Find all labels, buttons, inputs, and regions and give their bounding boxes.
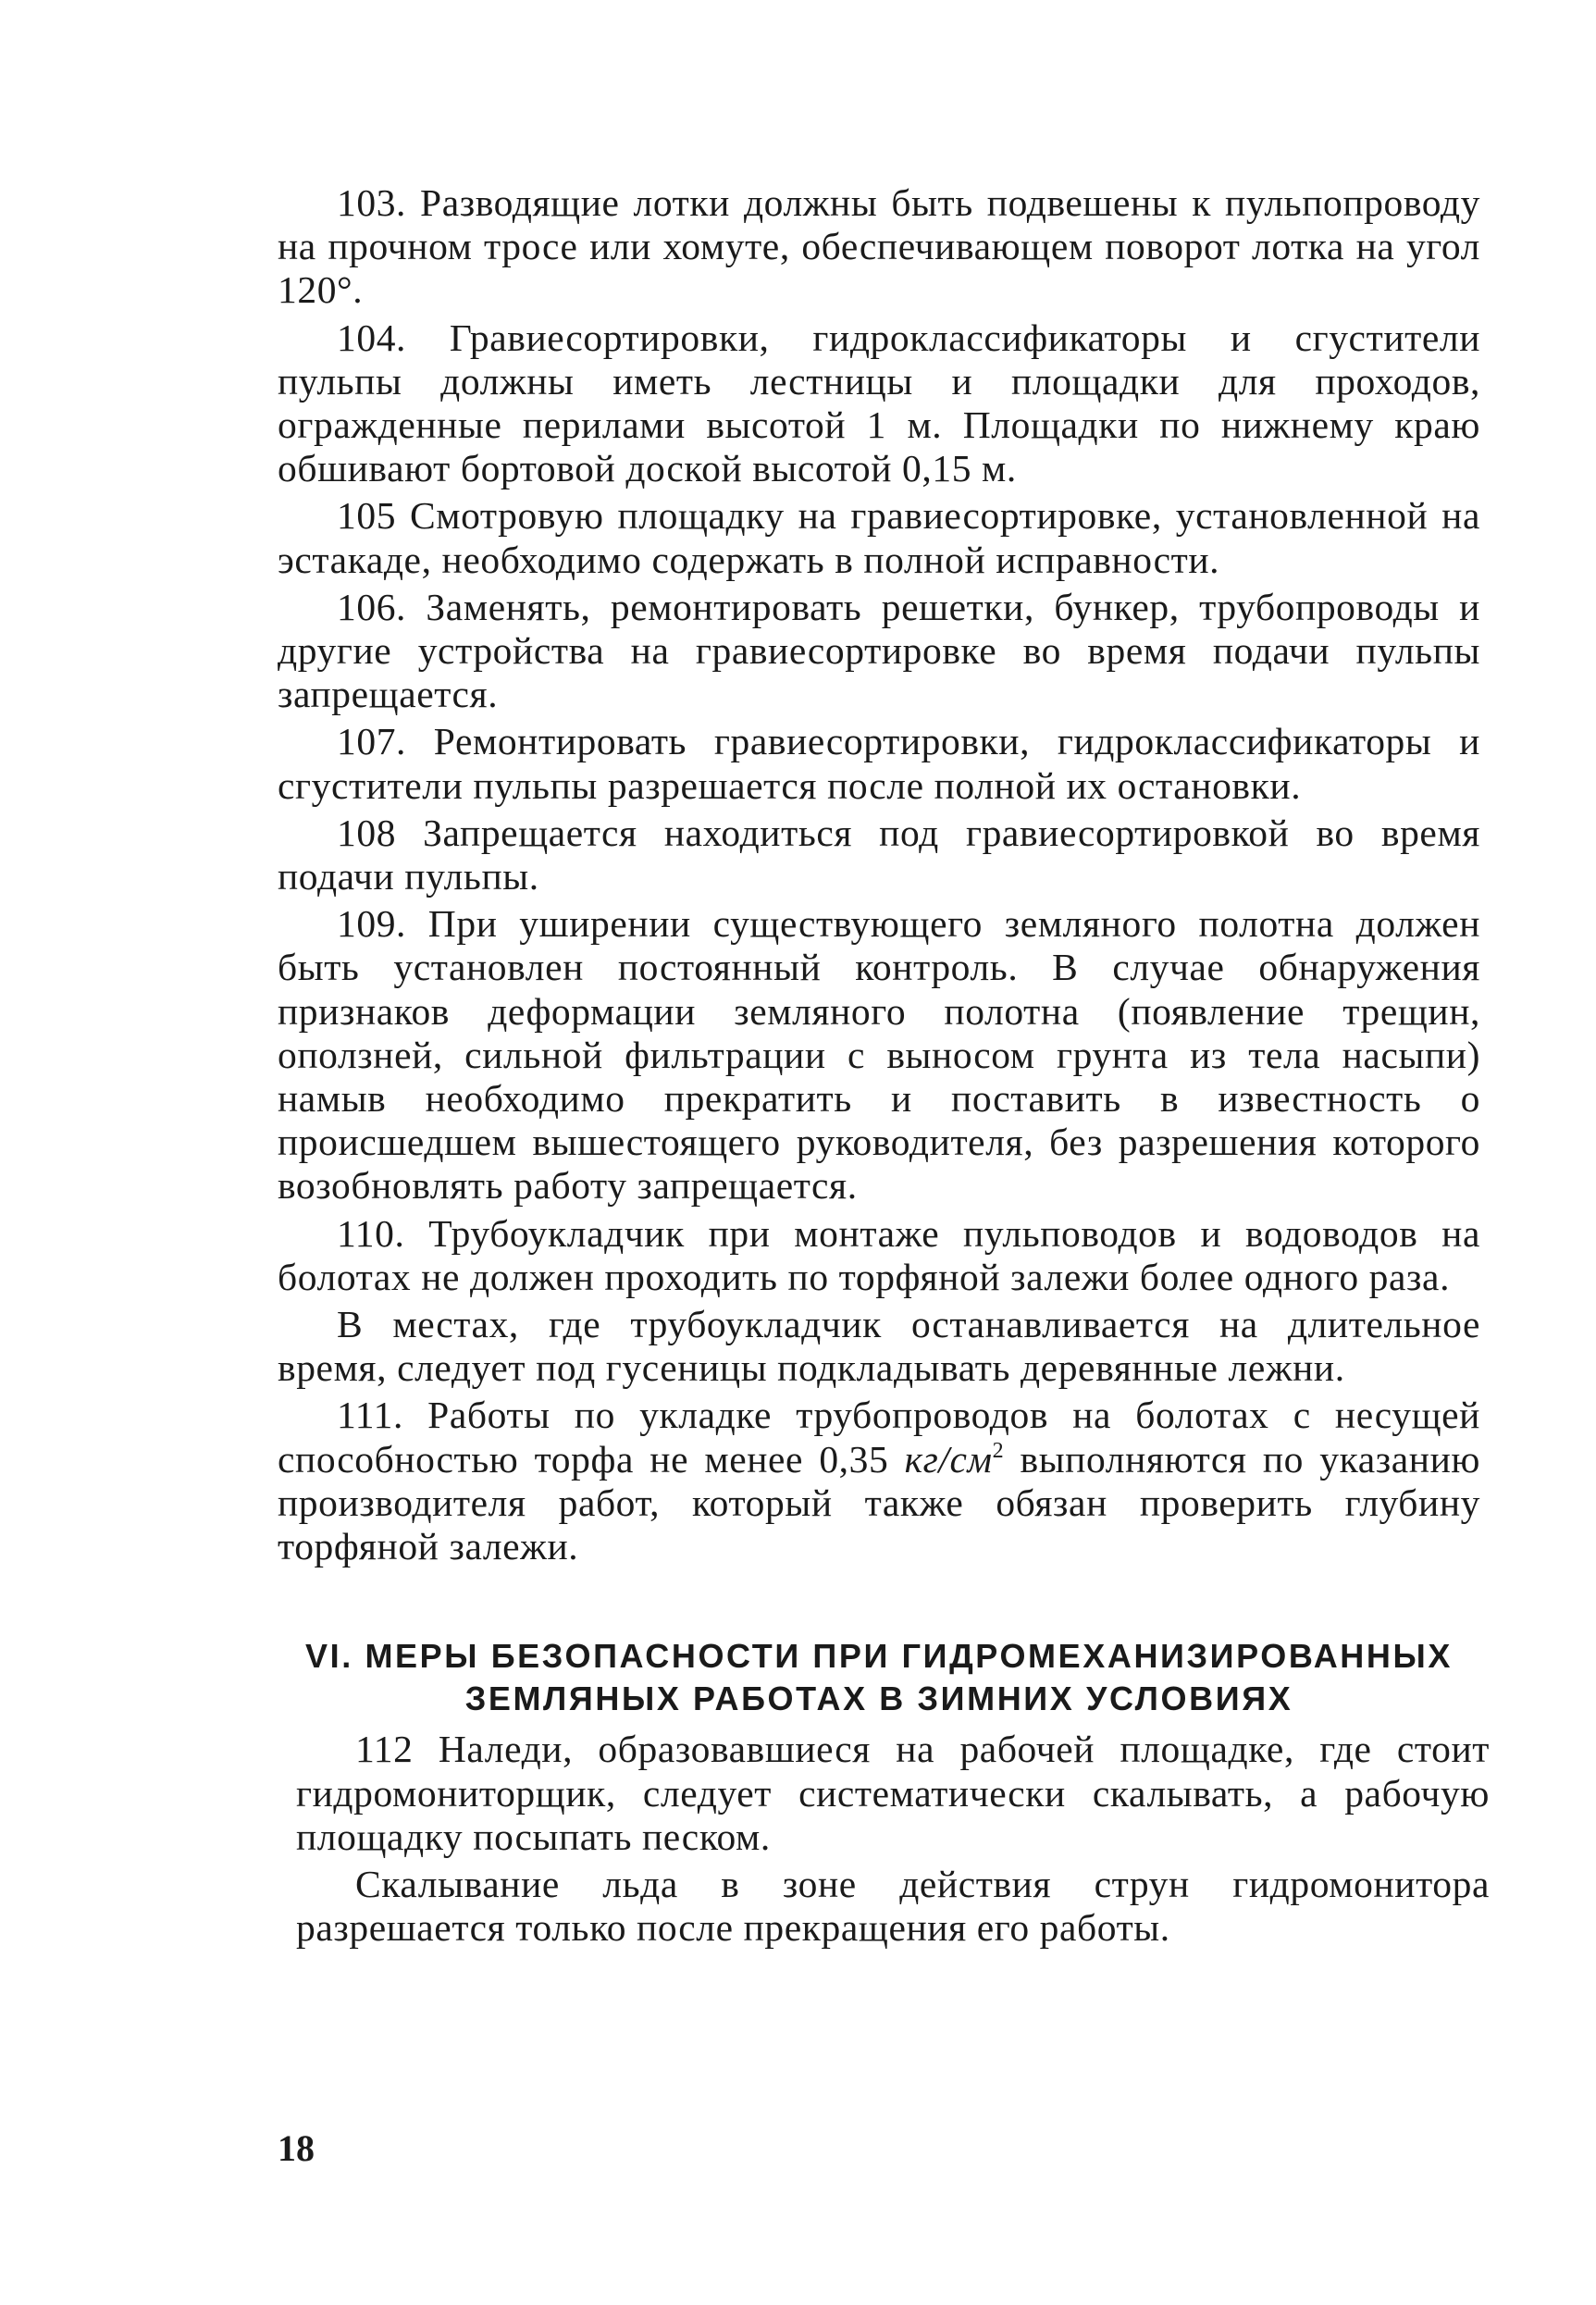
section-heading (278, 1635, 1480, 1720)
paragraph-111-text-start: 111. Работы по укладке трубопроводов на болотах с несущей способностью торфа не менее 0,35 (278, 1394, 1480, 1481)
paragraph-107: 107. Ремонтировать гравиесортировки, гидроклассификаторы и сгустители пульпы разрешается после полной их остановки. (278, 720, 1480, 807)
paragraph-112-continued: Скалывание льда в зоне действия струн гидромонитора разрешается только после прекращения его работы. (296, 1862, 1490, 1950)
paragraph-110: 110. Трубоукладчик при монтаже пульповодов и водоводов на болотах не должен проходить по торфяной залежи более одного раза. (278, 1211, 1480, 1298)
paragraph-103: 103. Разводящие лотки должны быть подвешены к пульпопроводу на прочном тросе или хомуте, обеспечивающем поворот лотка на угол 120°. (278, 181, 1480, 312)
document-page (278, 181, 1490, 1950)
paragraph-108: 108 Запрещается находиться под гравиесортировкой во время подачи пульпы. (278, 811, 1480, 898)
section-body (296, 1728, 1490, 1950)
paragraph-104: 104. Гравиесортировки, гидроклассификаторы и сгустители пульпы должны иметь лестницы и площадки для проходов, огражденные перилами высотой 1 м. Площадки по нижнему краю обшивают бортовой доской высотой 0,15 м. (278, 316, 1480, 490)
section-heading-line-2: ЗЕМЛЯНЫХ РАБОТАХ В ЗИМНИХ УСЛОВИЯХ (464, 1679, 1293, 1718)
paragraph-111 (278, 1394, 1480, 1568)
paragraph-112: 112 Наледи, образовавшиеся на рабочей площадке, где стоит гидромониторщик, следует систематически скалывать, а рабочую площадку посыпать песком. (296, 1728, 1490, 1858)
paragraph-110-continued: В местах, где трубоукладчик останавливается на длительное время, следует под гусеницы подкладывать деревянные лежни. (278, 1303, 1480, 1390)
page-number: 18 (278, 2127, 315, 2169)
paragraph-111-text-end: выполняются по указанию производителя работ, который также обязан проверить глубину торфяной залежи. (278, 1437, 1480, 1568)
paragraph-109: 109. При уширении существующего земляного полотна должен быть установлен постоянный контроль. В случае обнаружения признаков деформации земляного полотна (появление трещин, оползней, сильной фильтрации с выносом грунта из тела насыпи) намыв необходимо прекратить и поставить в известность о происшедшем вышестоящего руководителя, без разрешения которого возобновлять работу запрещается. (278, 902, 1480, 1208)
paragraph-105: 105 Смотровую площадку на гравиесортировке, установленной на эстакаде, необходимо содержать в полной исправности. (278, 494, 1480, 581)
section-heading-line-1: VI. МЕРЫ БЕЗОПАСНОСТИ ПРИ ГИДРОМЕХАНИЗИРОВАННЫХ (305, 1637, 1453, 1676)
unit-exponent: 2 (992, 1438, 1005, 1463)
pressure-unit: кг/см (904, 1437, 993, 1481)
paragraph-106: 106. Заменять, ремонтировать решетки, бункер, трубопроводы и другие устройства на гравиесортировке во время подачи пульпы запрещается. (278, 585, 1480, 716)
